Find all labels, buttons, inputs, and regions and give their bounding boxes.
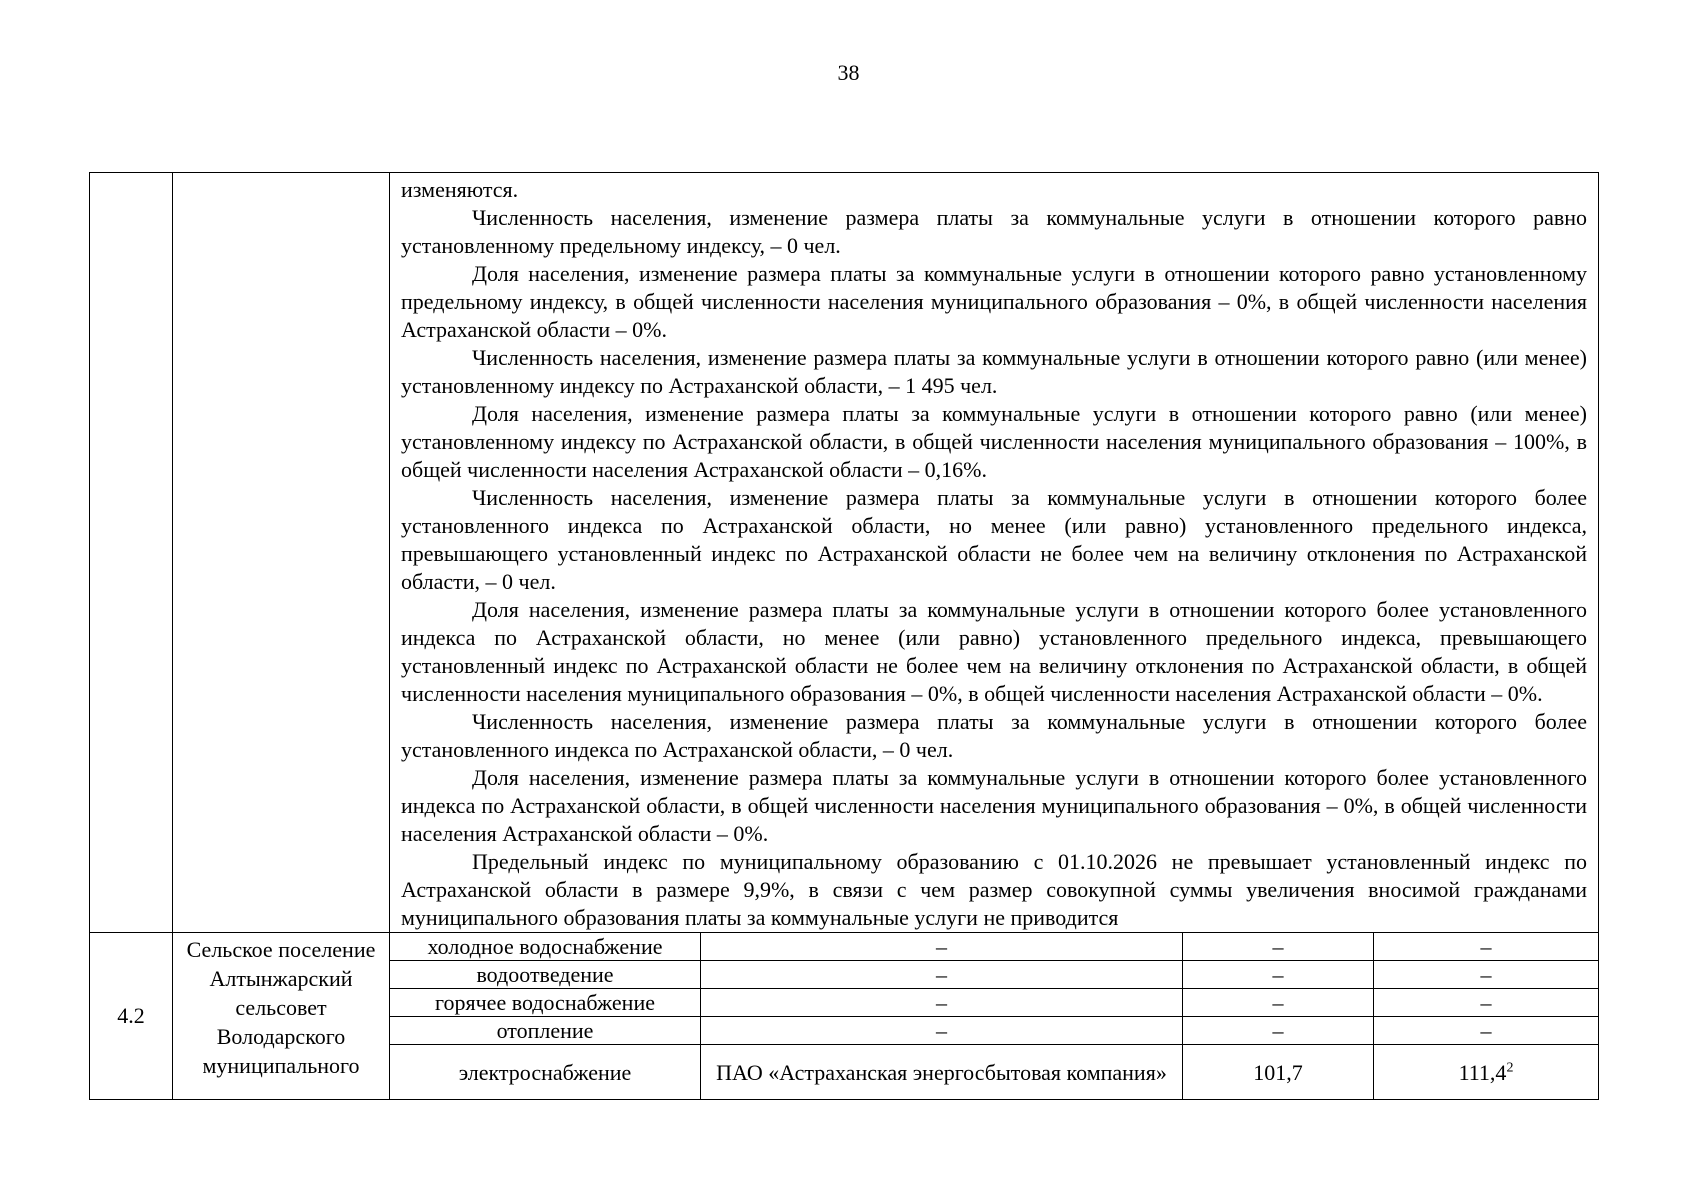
number-cell-empty bbox=[90, 173, 173, 933]
limit-index-value: – bbox=[1374, 961, 1599, 989]
paragraph: Численность населения, изменение размера платы за коммунальные услуги в отношении которого равно установленному предельному индексу, – 0 чел. bbox=[401, 205, 1587, 258]
paragraph: Предельный индекс по муниципальному образованию с 01.10.2026 не превышает установленный индекс по Астраханской области в размере 9,9%, в связи с чем размер совокупной суммы увеличения вносимой гражданами муниципального образования платы за коммунальные услуги не приводится bbox=[401, 849, 1587, 930]
index-value: 101,7 bbox=[1183, 1045, 1374, 1100]
provider-name: – bbox=[701, 933, 1183, 961]
continuation-row bbox=[90, 173, 1599, 933]
limit-index-value: – bbox=[1374, 989, 1599, 1017]
service-name: холодное водоснабжение bbox=[390, 933, 701, 961]
service-name: водоотведение bbox=[390, 961, 701, 989]
index-value: – bbox=[1183, 961, 1374, 989]
paragraph: изменяются. bbox=[401, 177, 519, 202]
index-value: – bbox=[1183, 989, 1374, 1017]
paragraph: Доля населения, изменение размера платы за коммунальные услуги в отношении которого более установленного индекса по Астраханской области, но менее (или равно) установленного предельного индекса, превышающего установленный индекс по Астраханской области не более чем на величину отклонения по Астраханской области, в общей численности населения муниципального образования – 0%, в общей численности населения Астраханской области – 0%. bbox=[401, 597, 1587, 706]
section-number: 4.2 bbox=[90, 933, 173, 1100]
service-name: горячее водоснабжение bbox=[390, 989, 701, 1017]
index-value: – bbox=[1183, 933, 1374, 961]
provider-name: – bbox=[701, 989, 1183, 1017]
provider-name: – bbox=[701, 961, 1183, 989]
continuation-text-cell bbox=[390, 173, 1599, 933]
provider-name: ПАО «Астраханская энергосбытовая компания» bbox=[701, 1045, 1183, 1100]
index-value: – bbox=[1183, 1017, 1374, 1045]
footnote-mark: 2 bbox=[1506, 1060, 1514, 1076]
service-row bbox=[90, 933, 1599, 961]
provider-name: – bbox=[701, 1017, 1183, 1045]
paragraph: Доля населения, изменение размера платы за коммунальные услуги в отношении которого более установленного индекса по Астраханской области, в общей численности населения муниципального образования – 0%, в общей численности населения Астраханской области – 0%. bbox=[401, 765, 1587, 846]
limit-index-value: – bbox=[1374, 933, 1599, 961]
paragraph: Доля населения, изменение размера платы за коммунальные услуги в отношении которого равно (или менее) установленному индексу по Астраханской области, в общей численности населения муниципального образования – 100%, в общей численности населения Астраханской области – 0,16%. bbox=[401, 401, 1587, 482]
service-name: отопление bbox=[390, 1017, 701, 1045]
limit-index-value bbox=[1374, 1045, 1599, 1100]
paragraph: Численность населения, изменение размера платы за коммунальные услуги в отношении которого более установленного индекса по Астраханской области, но менее (или равно) установленного предельного индекса, превышающего установленный индекс по Астраханской области не более чем на величину отклонения по Астраханской области, – 0 чел. bbox=[401, 485, 1587, 594]
paragraph: Доля населения, изменение размера платы за коммунальные услуги в отношении которого равно установленному предельному индексу, в общей численности населения муниципального образования – 0%, в общей численности населения Астраханской области – 0%. bbox=[401, 261, 1587, 342]
paragraph: Численность населения, изменение размера платы за коммунальные услуги в отношении которого более установленного индекса по Астраханской области, – 0 чел. bbox=[401, 709, 1587, 762]
page-number: 38 bbox=[837, 60, 860, 85]
paragraph: Численность населения, изменение размера платы за коммунальные услуги в отношении которого равно (или менее) установленному индексу по Астраханской области, – 1 495 чел. bbox=[401, 345, 1587, 398]
entity-cell-empty bbox=[173, 173, 390, 933]
entity-name: Сельское поселение Алтынжарский сельсовет Володарского муниципального bbox=[173, 933, 390, 1100]
limit-index-number: 111,4 bbox=[1458, 1059, 1507, 1085]
tariff-table bbox=[89, 172, 1599, 1100]
limit-index-value: – bbox=[1374, 1017, 1599, 1045]
service-name: электроснабжение bbox=[390, 1045, 701, 1100]
